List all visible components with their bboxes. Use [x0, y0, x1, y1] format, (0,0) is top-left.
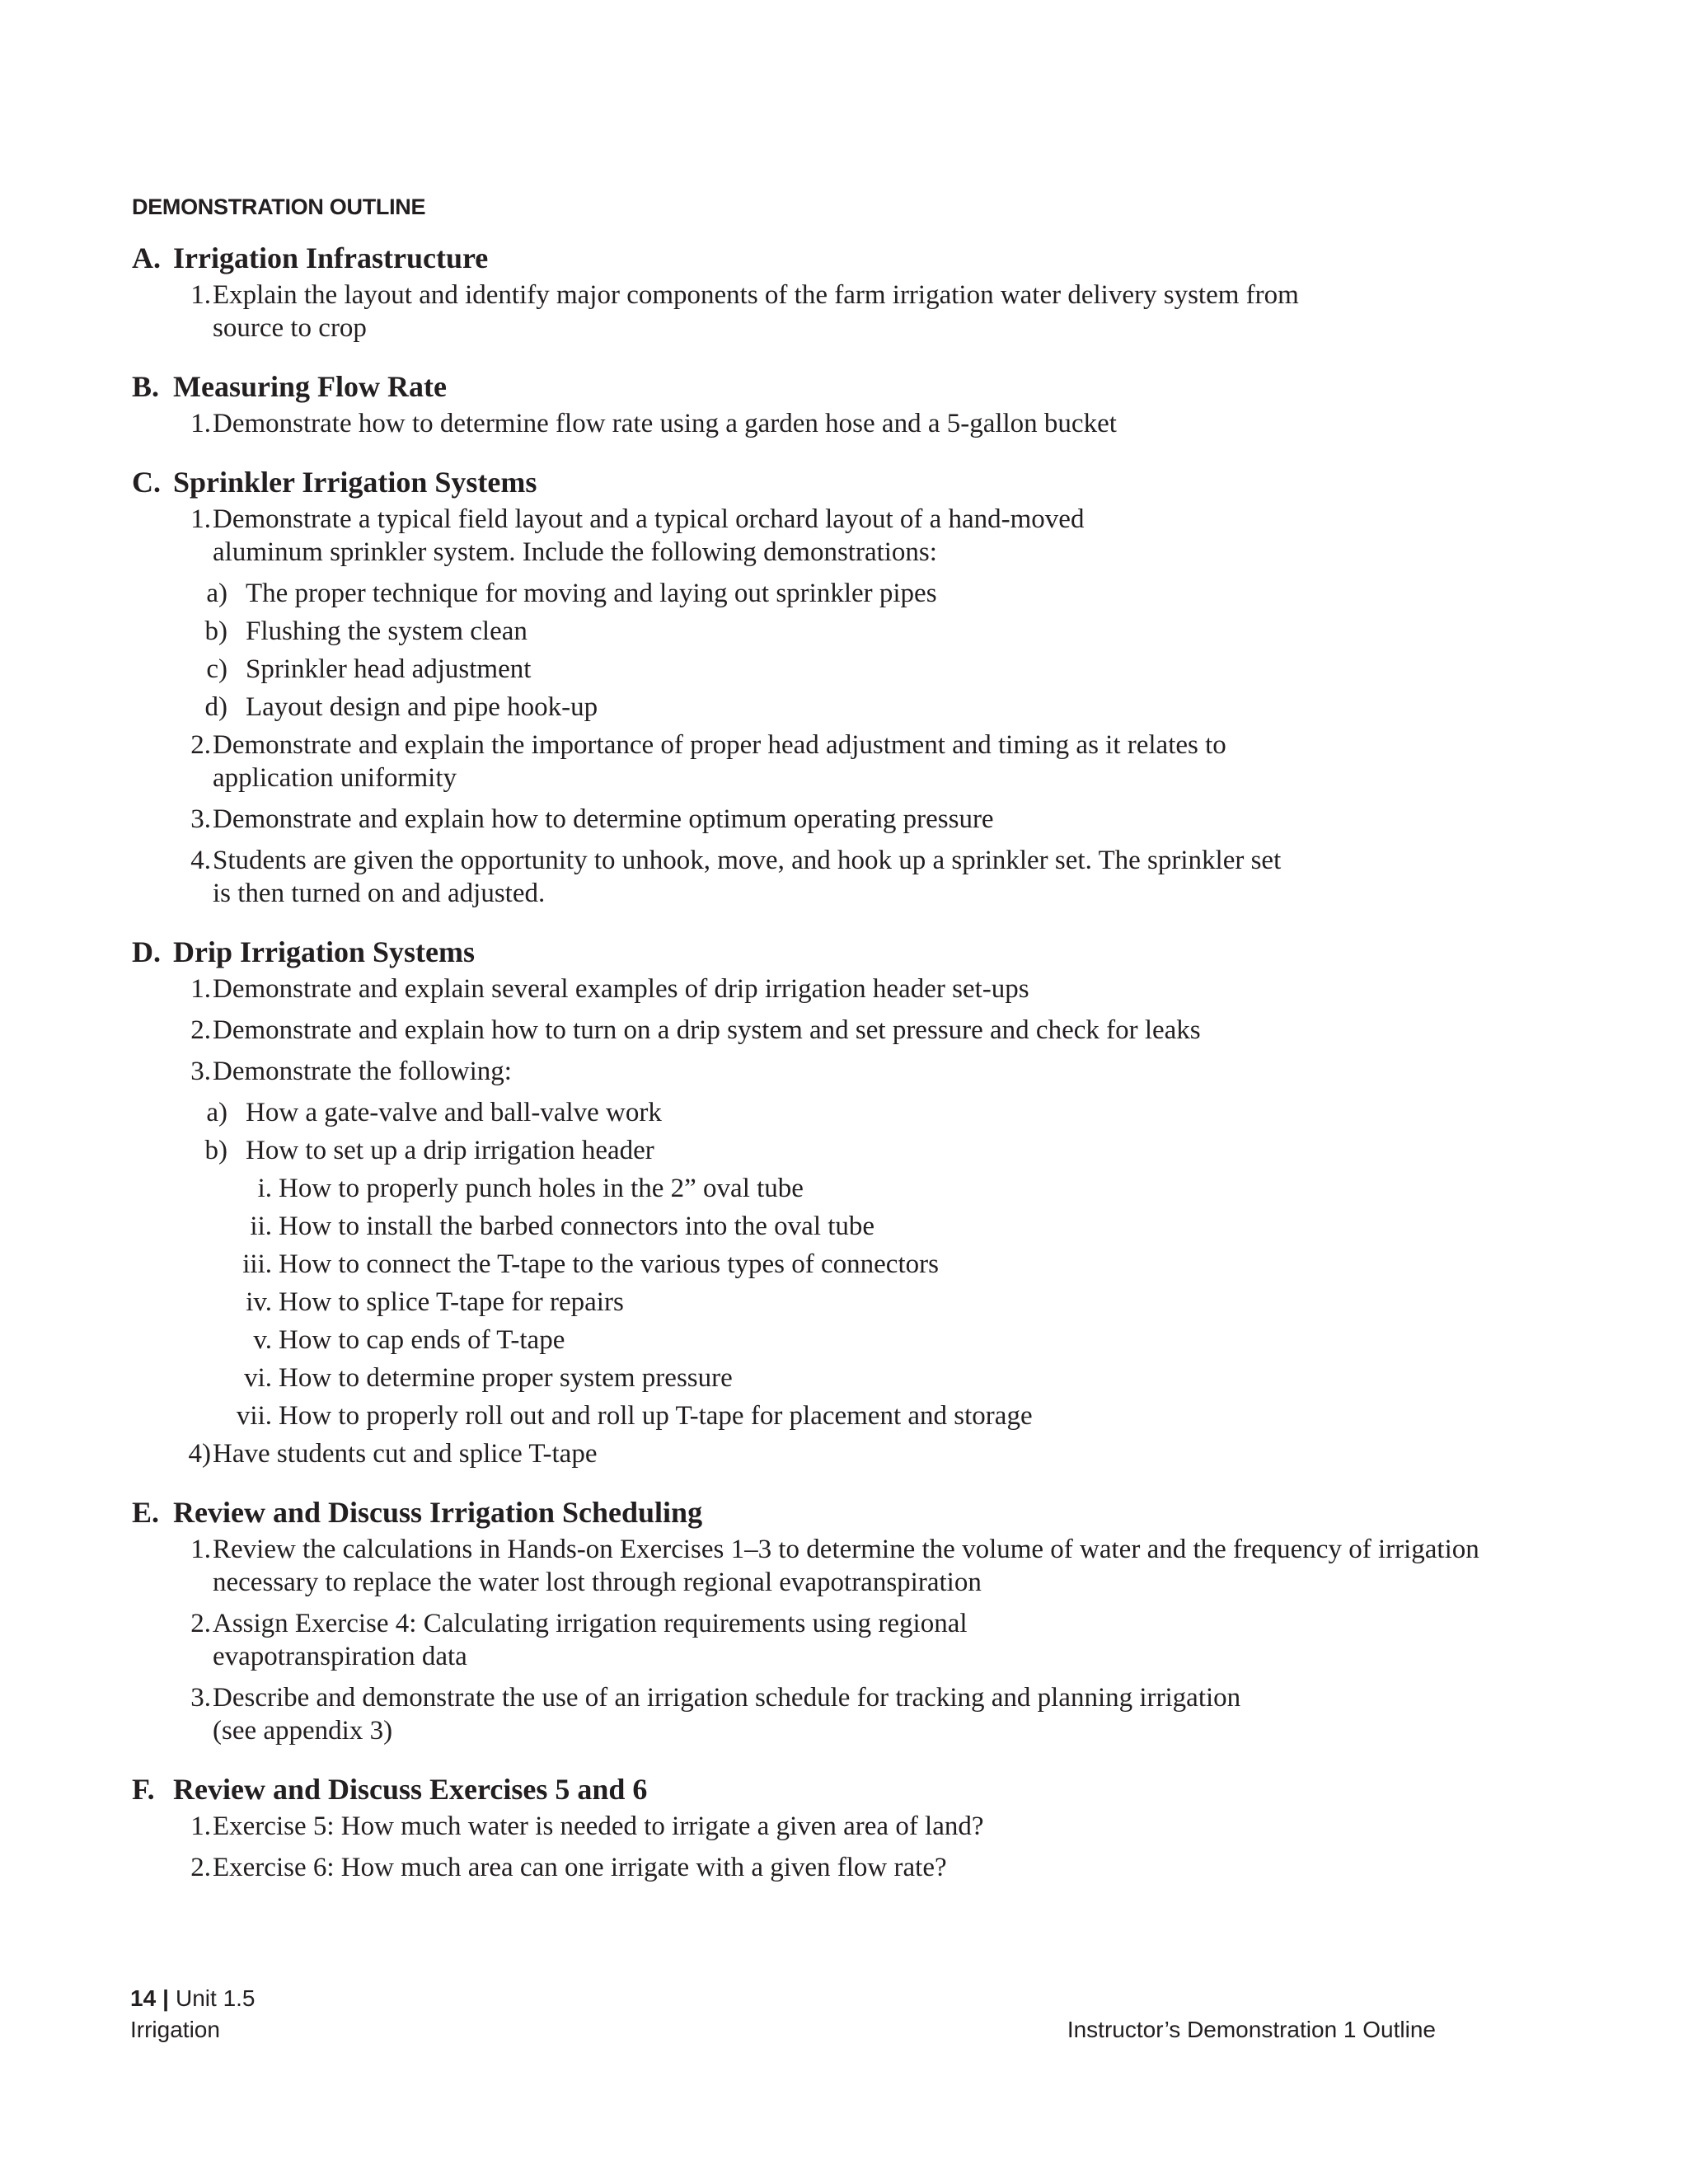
- item-text: How to set up a drip irrigation header: [246, 1136, 654, 1165]
- outline-item: [132, 1055, 1582, 1088]
- section-title: [132, 1492, 1582, 1533]
- outline-subitem: [132, 577, 1582, 610]
- outline-item: [132, 1014, 1582, 1047]
- section-label: A.: [132, 241, 161, 274]
- item-roman: iii.: [242, 1249, 272, 1279]
- section-label: D.: [132, 935, 161, 968]
- item-letter: b): [204, 1136, 227, 1165]
- outline-item: [132, 1810, 1582, 1843]
- item-number: 2.: [190, 1015, 211, 1045]
- outline-item: [132, 407, 1582, 440]
- outline-item: [132, 503, 1160, 569]
- item-text: Layout design and pipe hook-up: [246, 692, 598, 722]
- item-text: Sprinkler head adjustment: [246, 654, 532, 684]
- outline-item: [132, 1851, 1582, 1884]
- section-c: [132, 462, 1582, 910]
- page-number: 14: [130, 1985, 157, 2011]
- outline-subsubitem: [132, 1361, 1582, 1394]
- item-text: How to install the barbed connectors into the oval tube: [279, 1212, 875, 1241]
- item-number: 3.: [190, 1057, 211, 1086]
- outline-subsubitem: [132, 1172, 1582, 1205]
- section-e: [132, 1492, 1582, 1747]
- section-label: C.: [132, 466, 161, 499]
- item-text: Explain the layout and identify major components of the farm irrigation water delivery system from source to crop: [213, 280, 1299, 343]
- section-a: [132, 237, 1582, 344]
- section-b: [132, 366, 1582, 440]
- item-text: Describe and demonstrate the use of an irrigation schedule for tracking and planning irrigation (see appendix 3): [213, 1683, 1241, 1746]
- section-label: B.: [132, 370, 160, 403]
- section-title: [132, 1769, 1582, 1810]
- item-text: Review the calculations in Hands-on Exercises 1–3 to determine the volume of water and the frequency of irrigation necessary to replace the water lost through regional evapotranspiration: [213, 1535, 1479, 1597]
- section-label: F.: [132, 1773, 155, 1806]
- outline-subitem: [132, 691, 1582, 724]
- item-number: 3.: [190, 804, 211, 834]
- item-text: Demonstrate and explain several examples of drip irrigation header set-ups: [213, 974, 1029, 1004]
- item-text: Demonstrate and explain how to turn on a drip system and set pressure and check for leaks: [213, 1015, 1201, 1045]
- outline-subitem: [132, 1096, 1582, 1129]
- outline-subitem: [132, 653, 1582, 686]
- item-text: Have students cut and splice T-tape: [213, 1439, 598, 1469]
- unit-label: Unit 1.5: [176, 1985, 256, 2011]
- item-number: 1.: [190, 280, 211, 310]
- item-letter: a): [206, 1098, 227, 1127]
- item-number: 2.: [190, 1853, 211, 1882]
- item-text: Demonstrate how to determine flow rate using a garden hose and a 5-gallon bucket: [213, 409, 1117, 438]
- outline-item: [132, 729, 1276, 794]
- demonstration-outline: [132, 237, 1582, 1905]
- outline-subsubitem: [132, 1210, 1582, 1243]
- footer-left: [130, 1983, 256, 2046]
- item-text: Students are given the opportunity to unhook, move, and hook up a sprinkler set. The sprinkler set is then turned on and adjusted.: [213, 846, 1282, 908]
- outline-item: [132, 1681, 1284, 1747]
- section-title-text: Sprinkler Irrigation Systems: [173, 466, 537, 499]
- item-text: Demonstrate the following:: [213, 1057, 512, 1086]
- outline-item: [132, 1437, 1582, 1470]
- item-letter: b): [204, 616, 227, 646]
- item-text: Flushing the system clean: [246, 616, 528, 646]
- item-text: The proper technique for moving and laying out sprinkler pipes: [246, 579, 937, 608]
- section-title: [132, 237, 1582, 279]
- item-number: 1.: [190, 1811, 211, 1841]
- item-text: Assign Exercise 4: Calculating irrigation requirements using regional evapotranspiration data: [213, 1609, 968, 1671]
- outline-item: [132, 844, 1301, 910]
- item-text: How to splice T-tape for repairs: [279, 1287, 624, 1317]
- item-text: How to cap ends of T-tape: [279, 1325, 565, 1355]
- item-roman: i.: [257, 1174, 272, 1203]
- item-letter: a): [206, 579, 227, 608]
- unit-title: Irrigation: [130, 2017, 220, 2042]
- item-text: How to determine proper system pressure: [279, 1363, 733, 1393]
- item-letter: d): [204, 692, 227, 722]
- footer-page-line: [130, 1983, 256, 2014]
- outline-subsubitem: [132, 1399, 1582, 1432]
- section-d: [132, 931, 1582, 1470]
- item-number: 1.: [190, 974, 211, 1004]
- item-text: Demonstrate and explain the importance of proper head adjustment and timing as it relates to application uniformity: [213, 730, 1226, 793]
- item-text: How to properly punch holes in the 2” oval tube: [279, 1174, 804, 1203]
- section-title-text: Measuring Flow Rate: [173, 370, 447, 403]
- outline-item: [132, 1607, 1136, 1673]
- item-text: Demonstrate and explain how to determine optimum operating pressure: [213, 804, 994, 834]
- item-number: 3.: [190, 1683, 211, 1713]
- outline-item: [132, 279, 1367, 344]
- item-text: How to properly roll out and roll up T-tape for placement and storage: [279, 1401, 1033, 1431]
- section-title: [132, 462, 1582, 503]
- item-roman: ii.: [250, 1212, 272, 1241]
- footer-separator: |: [162, 1985, 169, 2011]
- outline-subitem: [132, 615, 1582, 648]
- item-text: Exercise 5: How much water is needed to irrigate a given area of land?: [213, 1811, 984, 1841]
- item-text: Demonstrate a typical field layout and a typical orchard layout of a hand-moved aluminum sprinkler system. Include the following demonstrations:: [213, 504, 1085, 567]
- outline-item: [132, 972, 1582, 1005]
- item-roman: vii.: [236, 1401, 272, 1431]
- section-title-text: Review and Discuss Exercises 5 and 6: [173, 1773, 648, 1806]
- section-title: [132, 366, 1582, 407]
- item-roman: v.: [253, 1325, 272, 1355]
- item-text: How a gate-valve and ball-valve work: [246, 1098, 662, 1127]
- outline-subsubitem: [132, 1324, 1582, 1357]
- item-roman: vi.: [244, 1363, 272, 1393]
- outline-subitem: [132, 1134, 1582, 1167]
- section-label: E.: [132, 1496, 160, 1529]
- section-title-text: Drip Irrigation Systems: [173, 935, 475, 968]
- item-number: 1.: [190, 409, 211, 438]
- section-title-text: Irrigation Infrastructure: [173, 241, 489, 274]
- section-title-text: Review and Discuss Irrigation Scheduling: [173, 1496, 703, 1529]
- item-text: Exercise 6: How much area can one irrigate with a given flow rate?: [213, 1853, 947, 1882]
- section-f: [132, 1769, 1582, 1884]
- item-number: 4): [188, 1439, 211, 1469]
- outline-item: [132, 1533, 1531, 1599]
- item-letter: c): [206, 654, 227, 684]
- item-number: 2.: [190, 1609, 211, 1638]
- item-roman: iv.: [246, 1287, 272, 1317]
- outline-subsubitem: [132, 1248, 1582, 1281]
- item-number: 2.: [190, 730, 211, 760]
- document-title: Instructor’s Demonstration 1 Outline: [1067, 2017, 1436, 2042]
- section-title: [132, 931, 1582, 972]
- item-number: 1.: [190, 1535, 211, 1564]
- item-text: How to connect the T-tape to the various types of connectors: [279, 1249, 939, 1279]
- outline-item: [132, 803, 1582, 836]
- item-number: 4.: [190, 846, 211, 875]
- outline-subsubitem: [132, 1286, 1582, 1319]
- item-number: 1.: [190, 504, 211, 534]
- page-heading: DEMONSTRATION OUTLINE: [132, 194, 426, 219]
